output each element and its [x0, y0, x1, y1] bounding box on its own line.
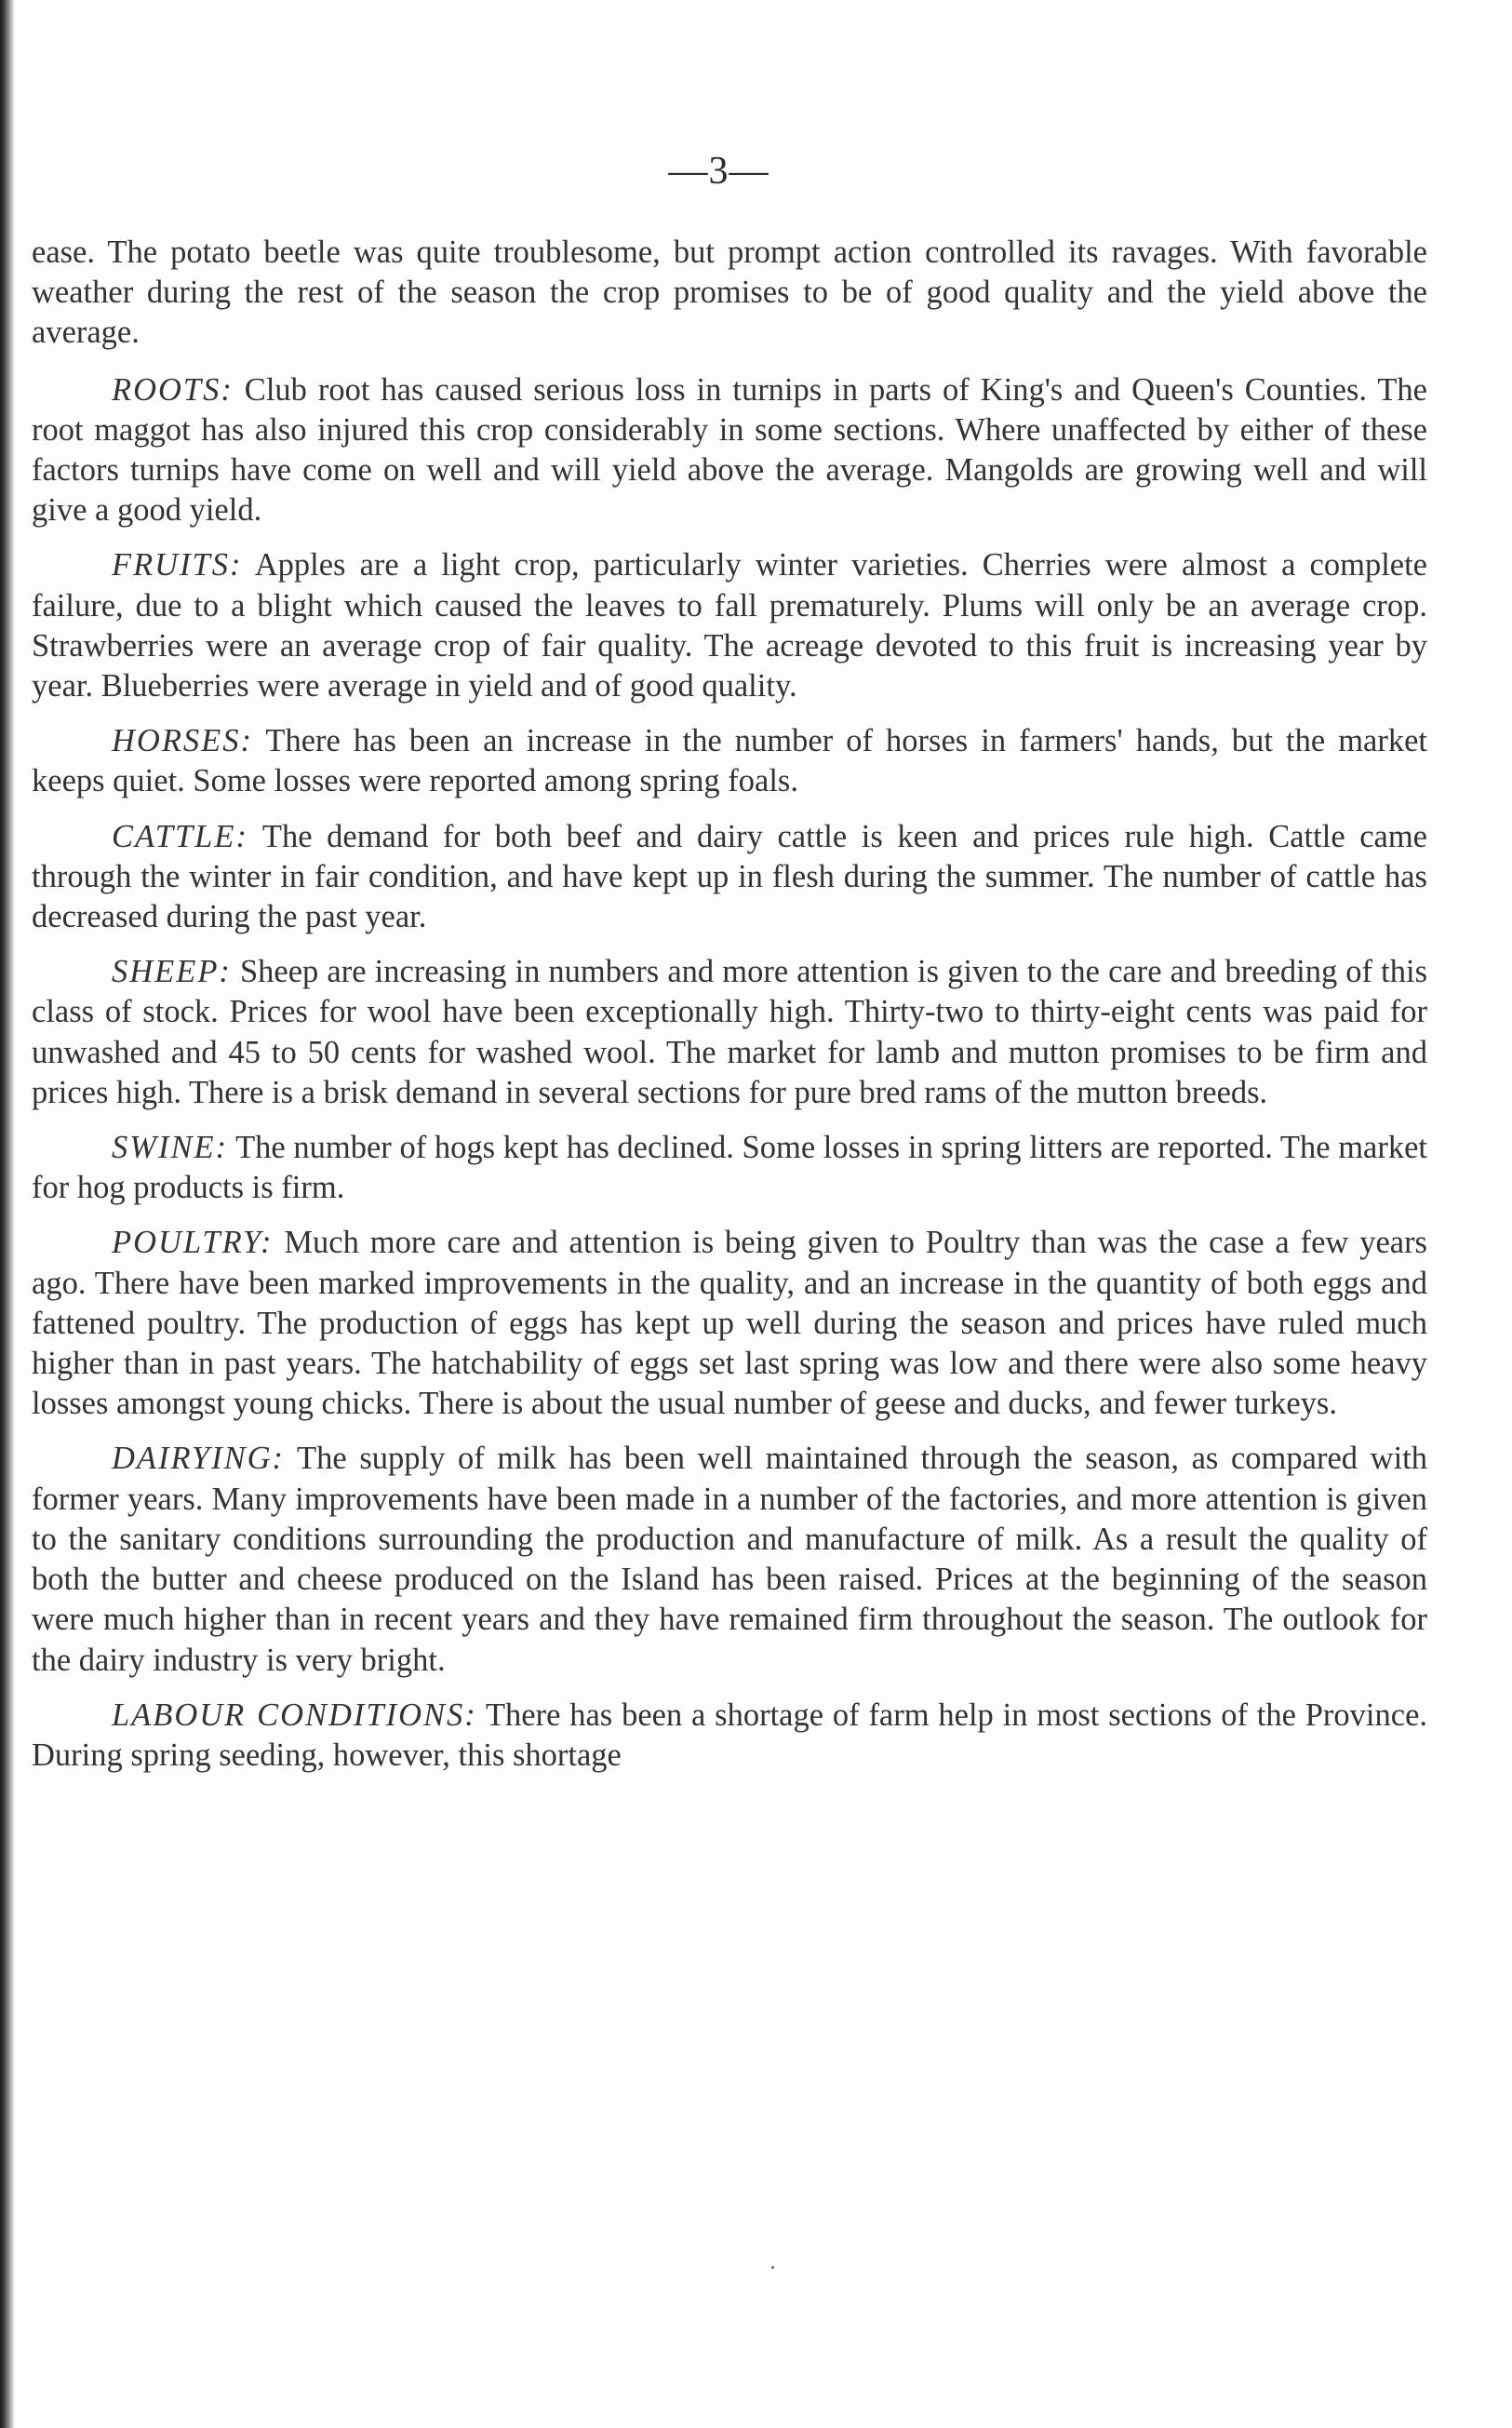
paragraph-dairying [32, 1439, 1427, 1680]
section-heading: ROOTS: [112, 371, 234, 408]
print-speck [771, 2266, 774, 2269]
body-text [32, 233, 1427, 1791]
paragraph-text: ease. The potato beetle was quite troublesome, but prompt action controlled its ravages. With favorable weather during the rest of the season the crop promises to be of good quality and the yield above the average. [32, 235, 1427, 351]
paragraph-text: Sheep are increasing in numbers and more attention is given to the care and breeding of this class of stock. Prices for wool have been exceptionally high. Thirty-two to thirty-eight cents was paid for unwashed and 45 to 50 cents for washed wool. The market for lamb and mutton promises to be firm and prices high. There is a brisk demand in several sections for pure bred rams of the mutton breeds. [32, 954, 1427, 1110]
paragraph-labour-conditions [32, 1696, 1427, 1776]
paragraph-text: The number of hogs kept has declined. Some losses in spring litters are reported. The market for hog products is firm. [32, 1130, 1427, 1206]
section-heading: POULTRY: [112, 1225, 274, 1261]
paragraph-cattle [32, 817, 1427, 938]
paragraph-poultry [32, 1223, 1427, 1424]
paragraph-text: There has been a shortage of farm help in most sections of the Province. During spring seeding, however, this shortage [32, 1697, 1428, 1773]
paragraph-text: Club root has caused serious loss in turnips in parts of King's and Queen's Counties. The root maggot has also injured this crop considerably in some sections. Where unaffected by either of these factors turnips have come on well and will yield above the average. Mangolds are growing well and will give a good yield. [32, 371, 1427, 529]
paragraph-intro [32, 233, 1427, 354]
section-heading: DAIRYING: [112, 1441, 286, 1477]
page-number: —3— [668, 150, 769, 193]
paragraph-text: The supply of milk has been well maintained through the season, as compared with former years. Many improvements have been made in a number of the factories, and more attention is given to the sanitary conditions surrounding the production and manufacture of milk. As a result the quality of both the butter and cheese produced on the Island has been raised. Prices at the beginning of the season were much higher than in recent years and they have remained firm throughout the season. The outlook for the dairy industry is very bright. [32, 1441, 1427, 1678]
section-heading: SHEEP: [112, 954, 232, 990]
section-heading: LABOUR CONDITIONS: [112, 1697, 477, 1733]
paragraph-horses [32, 721, 1427, 801]
section-heading: FRUITS: [112, 547, 243, 584]
paragraph-text: Much more care and attention is being given to Poultry than was the case a few years ago. There have been marked improvements in the quality, and an increase in the quantity of both eggs and fattened poultry. The production of eggs has kept up well during the season and prices have ruled much higher than in past years. The hatchability of eggs set last spring was low and there were also some heavy losses amongst young chicks. There is about the usual number of geese and ducks, and fewer turkeys. [32, 1225, 1427, 1422]
paragraph-text: There has been an increase in the number of horses in farmers' hands, but the market keeps quiet. Some losses were reported among spring foals. [32, 723, 1427, 799]
paragraph-text: Apples are a light crop, particularly winter varieties. Cherries were almost a complete failure, due to a blight which caused the leaves to fall prematurely. Plums will only be an average crop. Strawberries were an average crop of fair quality. The acreage devoted to this fruit is increasing year by year. Blueberries were average in yield and of good quality. [32, 547, 1427, 704]
paragraph-roots [32, 370, 1427, 531]
paragraph-sheep [32, 952, 1427, 1113]
paragraph-fruits [32, 545, 1427, 706]
paragraph-text: The demand for both beef and dairy cattle is keen and prices rule high. Cattle came through the winter in fair condition, and have kept up in flesh during the summer. The number of cattle has decreased during the past year. [32, 818, 1427, 935]
section-heading: SWINE: [112, 1130, 229, 1166]
paragraph-swine [32, 1128, 1427, 1208]
section-heading: HORSES: [112, 723, 253, 759]
section-heading: CATTLE: [112, 818, 248, 854]
binding-shadow [0, 0, 15, 2428]
